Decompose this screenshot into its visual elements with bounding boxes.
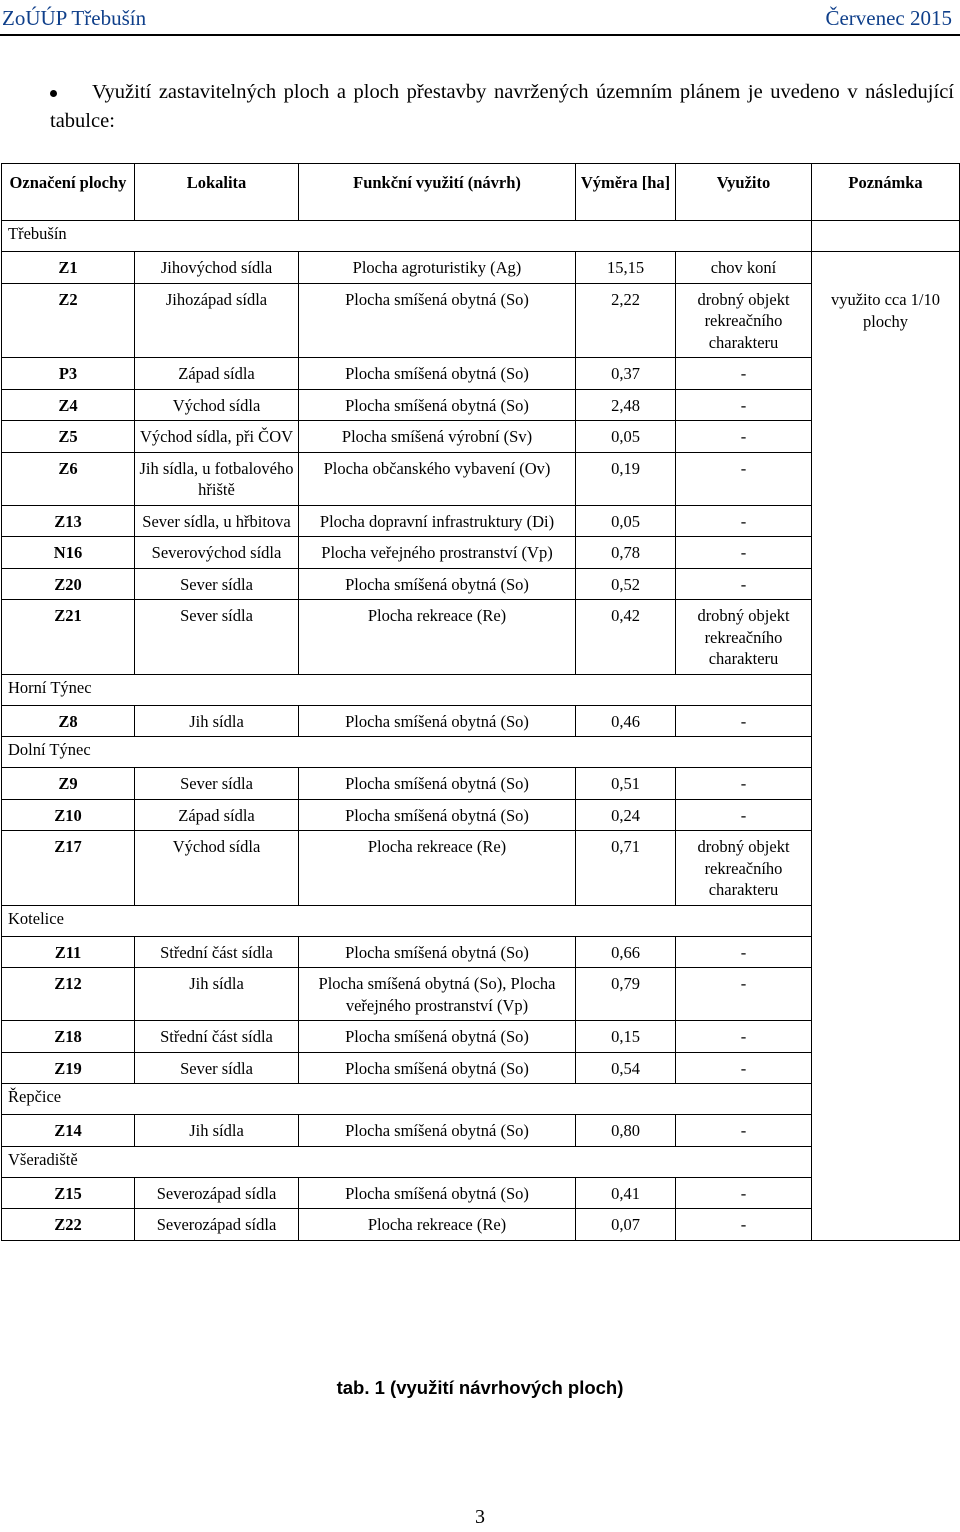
cell-locality: Západ sídla [135, 799, 299, 831]
cell-area: 0,07 [576, 1209, 676, 1241]
cell-area: 0,66 [576, 936, 676, 968]
cell-used: - [676, 768, 812, 800]
cell-code: P3 [2, 358, 135, 390]
cell-function: Plocha smíšená obytná (So) [299, 1021, 576, 1053]
cell-used: - [676, 936, 812, 968]
section-name: Všeradiště [2, 1146, 812, 1177]
cell-used: drobný objekt rekreačního charakteru [676, 283, 812, 358]
cell-locality: Střední část sídla [135, 936, 299, 968]
cell-used: - [676, 1115, 812, 1147]
header-date: Červenec 2015 [825, 6, 952, 30]
table-caption: tab. 1 (využití návrhových ploch) [336, 1377, 624, 1398]
cell-code: Z15 [2, 1177, 135, 1209]
cell-used: - [676, 1021, 812, 1053]
cell-used: - [676, 568, 812, 600]
cell-locality: Sever sídla [135, 1052, 299, 1084]
cell-code: Z1 [2, 252, 135, 284]
cell-used: - [676, 968, 812, 1021]
cell-used: - [676, 421, 812, 453]
cell-used: drobný objekt rekreačního charakteru [676, 831, 812, 906]
cell-locality: Jih sídla [135, 1115, 299, 1147]
cell-code: Z4 [2, 389, 135, 421]
cell-code: Z20 [2, 568, 135, 600]
cell-area: 0,80 [576, 1115, 676, 1147]
cell-locality: Jihozápad sídla [135, 283, 299, 358]
cell-code: Z12 [2, 968, 135, 1021]
cell-function: Plocha smíšená obytná (So) [299, 1177, 576, 1209]
cell-locality: Jihovýchod sídla [135, 252, 299, 284]
cell-area: 2,48 [576, 389, 676, 421]
cell-code: Z17 [2, 831, 135, 906]
cell-function: Plocha smíšená obytná (So) [299, 799, 576, 831]
cell-code: Z22 [2, 1209, 135, 1241]
cell-used: - [676, 799, 812, 831]
header-document-title: ZoÚÚP Třebušín [2, 6, 147, 30]
header-used: Využito [676, 164, 812, 221]
cell-area: 2,22 [576, 283, 676, 358]
cell-used: - [676, 1052, 812, 1084]
cell-locality: Severovýchod sídla [135, 537, 299, 569]
cell-area: 0,42 [576, 600, 676, 675]
cell-code: Z10 [2, 799, 135, 831]
cell-code: N16 [2, 537, 135, 569]
cell-locality: Jih sídla [135, 705, 299, 737]
cell-function: Plocha smíšená výrobní (Sv) [299, 421, 576, 453]
cell-locality: Sever sídla, u hřbitova [135, 505, 299, 537]
cell-locality: Sever sídla [135, 568, 299, 600]
cell-function: Plocha smíšená obytná (So) [299, 568, 576, 600]
cell-area: 0,78 [576, 537, 676, 569]
section-name: Horní Týnec [2, 674, 812, 705]
cell-code: Z11 [2, 936, 135, 968]
cell-used: - [676, 537, 812, 569]
cell-locality: Jih sídla, u fotbalového hřiště [135, 452, 299, 505]
cell-used: drobný objekt rekreačního charakteru [676, 600, 812, 675]
cell-function: Plocha dopravní infrastruktury (Di) [299, 505, 576, 537]
cell-used: - [676, 389, 812, 421]
land-use-table [1, 163, 960, 1241]
cell-code: Z6 [2, 452, 135, 505]
table-header-row [2, 164, 960, 221]
cell-code: Z18 [2, 1021, 135, 1053]
cell-function: Plocha smíšená obytná (So) [299, 768, 576, 800]
bullet-icon [50, 90, 57, 97]
cell-used: - [676, 705, 812, 737]
cell-code: Z9 [2, 768, 135, 800]
header-locality: Lokalita [135, 164, 299, 221]
cell-used: - [676, 505, 812, 537]
cell-area: 0,19 [576, 452, 676, 505]
cell-code: Z5 [2, 421, 135, 453]
cell-locality: Východ sídla [135, 389, 299, 421]
page-header [0, 6, 960, 36]
header-area: Výměra [ha] [576, 164, 676, 221]
section-row [2, 221, 960, 252]
note-cell [812, 221, 960, 252]
cell-function: Plocha smíšená obytná (So) [299, 389, 576, 421]
cell-function: Plocha smíšená obytná (So) [299, 283, 576, 358]
cell-area: 0,37 [576, 358, 676, 390]
cell-area: 0,51 [576, 768, 676, 800]
cell-area: 15,15 [576, 252, 676, 284]
cell-locality: Střední část sídla [135, 1021, 299, 1053]
cell-code: Z21 [2, 600, 135, 675]
cell-function: Plocha rekreace (Re) [299, 831, 576, 906]
cell-locality: Severozápad sídla [135, 1209, 299, 1241]
cell-function: Plocha smíšená obytná (So) [299, 936, 576, 968]
cell-used: - [676, 358, 812, 390]
cell-locality: Sever sídla [135, 768, 299, 800]
cell-function: Plocha smíšená obytná (So) [299, 358, 576, 390]
intro-text: Využití zastavitelných ploch a ploch přestavby navržených územním plánem je uvedeno v následující tabulce: [50, 81, 954, 132]
section-name: Dolní Týnec [2, 737, 812, 768]
section-name: Kotelice [2, 905, 812, 936]
cell-function: Plocha smíšená obytná (So) [299, 705, 576, 737]
table-row [2, 252, 960, 284]
cell-locality: Východ sídla, při ČOV [135, 421, 299, 453]
cell-used: chov koní [676, 252, 812, 284]
cell-function: Plocha občanského vybavení (Ov) [299, 452, 576, 505]
cell-area: 0,05 [576, 421, 676, 453]
cell-locality: Sever sídla [135, 600, 299, 675]
cell-locality: Severozápad sídla [135, 1177, 299, 1209]
cell-area: 0,79 [576, 968, 676, 1021]
cell-area: 0,05 [576, 505, 676, 537]
cell-function: Plocha rekreace (Re) [299, 1209, 576, 1241]
cell-code: Z14 [2, 1115, 135, 1147]
cell-used: - [676, 1209, 812, 1241]
page-number: 3 [475, 1506, 485, 1528]
section-name: Řepčice [2, 1084, 812, 1115]
cell-area: 0,71 [576, 831, 676, 906]
cell-area: 0,52 [576, 568, 676, 600]
cell-area: 0,41 [576, 1177, 676, 1209]
intro-paragraph [50, 78, 954, 136]
cell-function: Plocha smíšená obytná (So), Plocha veřejného prostranství (Vp) [299, 968, 576, 1021]
cell-used: - [676, 1177, 812, 1209]
cell-function: Plocha rekreace (Re) [299, 600, 576, 675]
header-function: Funkční využití (návrh) [299, 164, 576, 221]
cell-function: Plocha smíšená obytná (So) [299, 1052, 576, 1084]
cell-locality: Východ sídla [135, 831, 299, 906]
cell-area: 0,24 [576, 799, 676, 831]
cell-code: Z13 [2, 505, 135, 537]
cell-used: - [676, 452, 812, 505]
section-name: Třebušín [2, 221, 812, 252]
cell-locality: Západ sídla [135, 358, 299, 390]
cell-area: 0,46 [576, 705, 676, 737]
cell-area: 0,15 [576, 1021, 676, 1053]
cell-function: Plocha agroturistiky (Ag) [299, 252, 576, 284]
cell-area: 0,54 [576, 1052, 676, 1084]
cell-code: Z2 [2, 283, 135, 358]
header-note: Poznámka [812, 164, 960, 221]
cell-code: Z8 [2, 705, 135, 737]
cell-function: Plocha smíšená obytná (So) [299, 1115, 576, 1147]
header-code: Označení plochy [2, 164, 135, 221]
cell-locality: Jih sídla [135, 968, 299, 1021]
cell-code: Z19 [2, 1052, 135, 1084]
cell-function: Plocha veřejného prostranství (Vp) [299, 537, 576, 569]
note-merged-cell: využito cca 1/10 plochy [812, 252, 960, 1241]
